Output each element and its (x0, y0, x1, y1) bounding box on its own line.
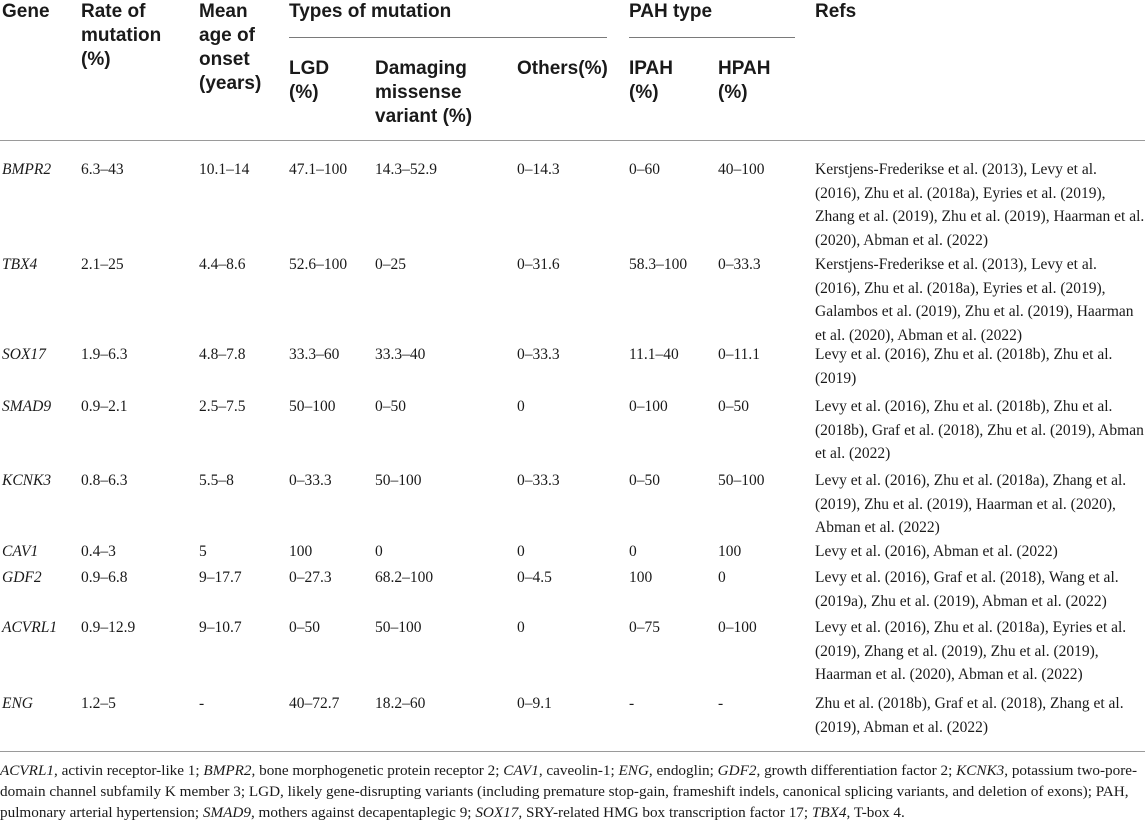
cell-lgd: 40–72.7 (289, 695, 340, 712)
cell-age: 5 (199, 543, 207, 560)
cell-gene: SMAD9 (2, 398, 52, 415)
cell-refs: Levy et al. (2016), Abman et al. (2022) (815, 543, 1058, 560)
header-pah-type: PAH type (629, 1, 713, 22)
cell-others: 0–14.3 (517, 161, 560, 178)
cell-age: 4.4–8.6 (199, 256, 246, 273)
cell-refs: Kerstjens-Frederikse et al. (2013), Levy et al. (2016), Zhu et al. (2018a), Eyries et al. (2019), Zhang et al. (2019), Zhu et al. (2019), Haarman et al. (2020), Abman et al. (2022) (815, 161, 1145, 249)
cell-gene: SOX17 (2, 346, 46, 363)
cell-rate: 1.2–5 (81, 695, 116, 712)
footnote-part: GDF2 (717, 762, 757, 779)
cell-hpah: 0–33.3 (718, 256, 761, 273)
footnote-part: SOX17 (475, 804, 519, 821)
cell-gene: ENG (2, 695, 33, 712)
footnote-part: , endoglin; (648, 762, 718, 779)
footnote-part: KCNK3 (956, 762, 1005, 779)
cell-hpah: 40–100 (718, 161, 765, 178)
cell-ipah: 11.1–40 (629, 346, 679, 363)
cell-lgd: 52.6–100 (289, 256, 348, 273)
footnote-part: TBX4 (811, 804, 847, 821)
cell-others: 0–4.5 (517, 569, 552, 586)
header-refs: Refs (815, 1, 857, 22)
cell-damaging: 50–100 (375, 472, 422, 489)
footnote-part: BMPR2 (203, 762, 252, 779)
cell-lgd: 0–27.3 (289, 569, 332, 586)
cell-ipah: 58.3–100 (629, 256, 688, 273)
cell-lgd: 47.1–100 (289, 161, 348, 178)
cell-hpah: 0–50 (718, 398, 749, 415)
footnote-part: , caveolin-1; (538, 762, 619, 779)
header-bottom-rule (0, 140, 1145, 141)
cell-rate: 0.8–6.3 (81, 472, 128, 489)
cell-gene: CAV1 (2, 543, 39, 560)
cell-hpah: 0 (718, 569, 726, 586)
cell-damaging: 50–100 (375, 619, 422, 636)
cell-damaging: 14.3–52.9 (375, 161, 437, 178)
header-lgd: LGD (%) (289, 58, 330, 103)
cell-age: 5.5–8 (199, 472, 234, 489)
cell-rate: 0.9–2.1 (81, 398, 128, 415)
cell-lgd: 50–100 (289, 398, 336, 415)
cell-ipah: 100 (629, 569, 653, 586)
cell-ipah: 0–75 (629, 619, 660, 636)
footnote-part: , SRY-related HMG box transcription factor 17; (518, 804, 812, 821)
cell-rate: 2.1–25 (81, 256, 124, 273)
footnote-part: , activin receptor-like 1; (54, 762, 204, 779)
header-damaging: Damaging missense variant (%) (375, 58, 473, 127)
cell-damaging: 68.2–100 (375, 569, 434, 586)
cell-damaging: 18.2–60 (375, 695, 426, 712)
cell-ipah: 0–50 (629, 472, 660, 489)
cell-rate: 0.9–12.9 (81, 619, 136, 636)
header-ipah: IPAH (%) (629, 58, 673, 103)
cell-hpah: 0–11.1 (718, 346, 761, 363)
cell-rate: 6.3–43 (81, 161, 124, 178)
cell-hpah: 0–100 (718, 619, 757, 636)
header-hpah: HPAH (%) (718, 58, 771, 103)
cell-others: 0 (517, 543, 525, 560)
cell-refs: Levy et al. (2016), Graf et al. (2018), Wang et al. (2019a), Zhu et al. (2019), Abman et al. (2022) (815, 569, 1119, 610)
cell-others: 0–33.3 (517, 472, 560, 489)
cell-age: - (199, 695, 205, 712)
cell-lgd: 0–33.3 (289, 472, 332, 489)
cell-rate: 0.4–3 (81, 543, 116, 560)
header-gene: Gene (2, 1, 50, 22)
cell-damaging: 0–50 (375, 398, 406, 415)
header-others: Others(%) (517, 58, 608, 79)
cell-rate: 0.9–6.8 (81, 569, 128, 586)
cell-others: 0–9.1 (517, 695, 552, 712)
cell-hpah: 50–100 (718, 472, 765, 489)
footnote-part: SMAD9 (202, 804, 251, 821)
cell-gene: TBX4 (2, 256, 38, 273)
cell-gene: GDF2 (2, 569, 42, 586)
cell-age: 2.5–7.5 (199, 398, 246, 415)
cell-refs: Levy et al. (2016), Zhu et al. (2018a), Zhang et al. (2019), Zhu et al. (2019), Haarman et al. (2020), Abman et al. (2022) (815, 472, 1127, 536)
footnote-part: , potassium two-pore-domain channel subfamily K member 3; LGD, likely gene-disrupting variants (including premature stop-gain, frameshift indels, canonical splicing variants, and deletion of exons); PAH, pulmonary arterial hypertension; (0, 762, 1138, 821)
cell-refs: Kerstjens-Frederikse et al. (2013), Levy et al. (2016), Zhu et al. (2018a), Eyries et al. (2019), Galambos et al. (2019), Zhu et al. (2019), Haarman et al. (2020), Abman et al. (2022) (815, 256, 1134, 344)
footnote-part: ENG (618, 762, 649, 779)
cell-others: 0 (517, 398, 525, 415)
cell-others: 0–33.3 (517, 346, 560, 363)
cell-lgd: 100 (289, 543, 313, 560)
cell-others: 0 (517, 619, 525, 636)
cell-damaging: 0–25 (375, 256, 406, 273)
cell-lgd: 0–50 (289, 619, 320, 636)
cell-age: 9–17.7 (199, 569, 242, 586)
cell-rate: 1.9–6.3 (81, 346, 128, 363)
cell-refs: Zhu et al. (2018b), Graf et al. (2018), Zhang et al. (2019), Abman et al. (2022) (815, 695, 1124, 736)
cell-damaging: 33.3–40 (375, 346, 426, 363)
cell-ipah: 0–100 (629, 398, 668, 415)
cell-gene: BMPR2 (2, 161, 52, 178)
cell-gene: ACVRL1 (2, 619, 58, 636)
cell-refs: Levy et al. (2016), Zhu et al. (2018a), Eyries et al. (2019), Zhang et al. (2019), Zhu et al. (2019), Haarman et al. (2020), Abman et al. (2022) (815, 619, 1127, 683)
cell-ipah: 0–60 (629, 161, 660, 178)
footnote-part: CAV1 (503, 762, 539, 779)
footnote-part: , bone morphogenetic protein receptor 2; (251, 762, 504, 779)
header-types-of-mutation: Types of mutation (289, 1, 452, 22)
cell-age: 4.8–7.8 (199, 346, 246, 363)
cell-hpah: 100 (718, 543, 742, 560)
cell-refs: Levy et al. (2016), Zhu et al. (2018b), Zhu et al. (2019) (815, 346, 1113, 387)
cell-lgd: 33.3–60 (289, 346, 340, 363)
footnote-part: ACVRL1 (0, 762, 55, 779)
cell-age: 9–10.7 (199, 619, 242, 636)
cell-gene: KCNK3 (2, 472, 52, 489)
footnote-part: , growth differentiation factor 2; (756, 762, 957, 779)
cell-age: 10.1–14 (199, 161, 250, 178)
header-rate: Rate of mutation (%) (81, 1, 162, 70)
cell-others: 0–31.6 (517, 256, 560, 273)
cell-hpah: - (718, 695, 724, 712)
table-bottom-rule (0, 751, 1145, 752)
header-pah-divider (629, 37, 795, 38)
cell-damaging: 0 (375, 543, 383, 560)
footnote-part: , mothers against decapentaplegic 9; (250, 804, 476, 821)
cell-refs: Levy et al. (2016), Zhu et al. (2018b), Zhu et al. (2018b), Graf et al. (2018), Zhu et al. (2019), Abman et al. (2022) (815, 398, 1144, 462)
cell-ipah: - (629, 695, 635, 712)
cell-ipah: 0 (629, 543, 637, 560)
table-footnote (0, 760, 1140, 823)
header-types-divider (289, 37, 607, 38)
footnote-part: , T-box 4. (846, 804, 905, 821)
header-age: Mean age of onset (years) (199, 1, 262, 94)
